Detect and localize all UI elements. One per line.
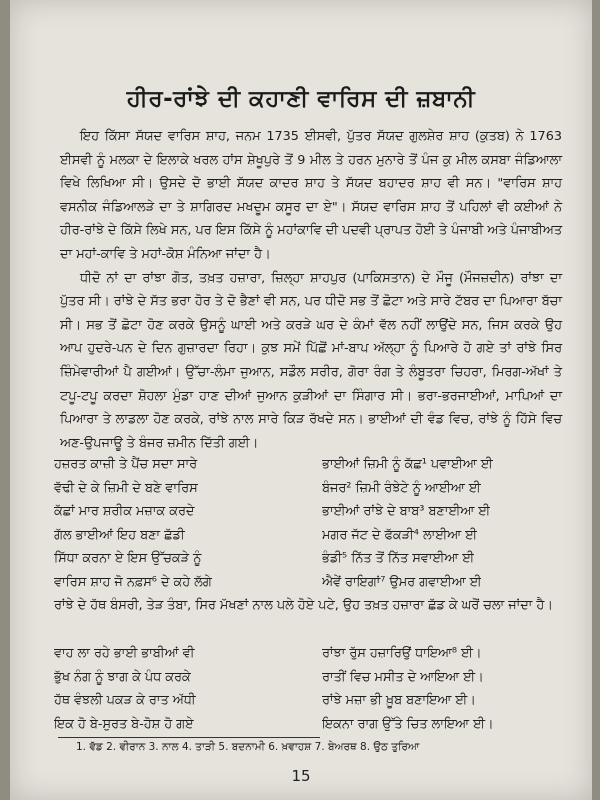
verse-line xyxy=(54,477,562,501)
verse-half: ਰਾਂਝੇ ਮਜ਼ਾ ਭੀ ਖ਼ੂਬ ਬਣਾਇਆ ਈ। xyxy=(322,693,476,709)
verse-half: ਭੁੱਖ ਨੰਗ ਨੂੰ ਝਾਗ ਕੇ ਪੰਧ ਕਰਕੇ xyxy=(54,669,191,685)
prose-paragraph: ਰਾਂਝੇ ਦੇ ਹੱਥ ਬੰਸਰੀ, ਤੇੜ ਤੰਬਾ, ਸਿਰ ਮੱਖਣਾਂ ਨਾਲ ਪਲੇ ਹੋਏ ਪਟੇ, ਉਹ ਤਖ਼ਤ ਹਜ਼ਾਰਾ ਛੱਡ ਕੇ ਘਰੋਂ ਚਲਾ ਜਾਂਦਾ ਹੈ। xyxy=(54,598,553,613)
verse-line xyxy=(54,642,562,666)
verse-half: ਸਿੱਧਾ ਕਰਨਾ ਏ ਇਸ ਉੱਚਕੜੇ ਨੂੰ xyxy=(54,551,202,567)
verse-half: ਰਾਤੀਂ ਵਿਚ ਮਸੀਤ ਦੇ ਆਇਆ ਈ। xyxy=(322,669,484,685)
book-page xyxy=(10,0,592,800)
verse-half: ਭੰਡੀ⁵ ਨਿੱਤ ਤੋਂ ਨਿੱਤ ਸਵਾਈਆ ਈ xyxy=(322,551,475,567)
verse-half: ਇਕ ਹੋ ਬੇ-ਸੁਰਤ ਬੇ-ਹੋਸ਼ ਹੋ ਗਏ xyxy=(54,716,194,732)
verse-half: ਵਾਹ ਲਾ ਰਹੇ ਭਾਈ ਭਾਬੀਆਂ ਵੀ xyxy=(54,646,195,661)
verse-line xyxy=(54,666,562,690)
verse-half: ਰਾਂਝਾ ਰੁੱਸ ਹਜ਼ਾਰਿਉਂ ਧਾਇਆ⁸ ਈ। xyxy=(322,646,482,661)
verse-line xyxy=(54,453,562,477)
verse-half: ਭਾਈਆਂ ਰਾਂਝੇ ਦੇ ਬਾਬ³ ਬਣਾਈਆ ਈ xyxy=(322,504,491,520)
verse-half: ਵਾਰਿਸ ਸ਼ਾਹ ਜੋ ਨਫ਼ਸ⁶ ਦੇ ਕਹੇ ਲੱਗੇ xyxy=(54,574,212,590)
verse-line xyxy=(54,547,562,571)
verse-block xyxy=(54,642,562,736)
paragraph: ਇਹ ਕਿੱਸਾ ਸੱਯਦ ਵਾਰਿਸ ਸ਼ਾਹ, ਜਨਮ 1735 ਈਸਵੀ, ਪੁੱਤਰ ਸੱਯਦ ਗੁਲਸ਼ੇਰ ਸ਼ਾਹ (ਕੁਤਬ) ਨੇ 1763 ਈਸਵੀ ਨੂੰ ਮਲਕਾ ਦੇ ਇਲਾਕੇ ਖਰਲ ਹਾਂਸ ਸ਼ੇਖੂਪੁਰੇ ਤੋਂ 9 ਮੀਲ ਤੇ ਹਰਨ ਮੁਨਾਰੇ ਤੋਂ ਪੰਜ ਕੁ ਮੀਲ ਕਸਬਾ ਜੰਡਿਆਲਾ ਵਿਖੇ ਲਿਖਿਆ ਸੀ। ਉਸਦੇ ਦੋ ਭਾਈ ਸੱਯਦ ਕਾਦਰ ਸ਼ਾਹ ਤੇ ਸੱਯਦ ਬਹਾਦਰ ਸ਼ਾਹ ਵੀ ਸਨ। "ਵਾਰਿਸ ਸ਼ਾਹ ਵਸਨੀਕ ਜੰਡਿਆਲੜੇ ਦਾ ਤੇ ਸ਼ਾਗਿਰਦ ਮਖਦੂਮ ਕਸੂਰ ਦਾ ਏ"। ਸੱਯਦ ਵਾਰਿਸ ਸ਼ਾਹ ਤੋਂ ਪਹਿਲਾਂ ਵੀ ਕਈਆਂ ਨੇ ਹੀਰ-ਰਾਂਝੇ ਦੇ ਕਿੱਸੇ ਲਿਖੇ ਸਨ, ਪਰ ਇਸ ਕਿੱਸੇ ਨੂੰ ਮਹਾਂਕਾਵਿ ਦੀ ਪਦਵੀ ਪ੍ਰਾਪਤ ਹੋਈ ਤੇ ਪੰਜਾਬੀ ਅਤੇ ਪੰਜਾਬੀਅਤ ਦਾ ਮਹਾਂ-ਕਾਵਿ ਤੇ ਮਹਾਂ-ਕੋਸ਼ ਮੰਨਿਆ ਜਾਂਦਾ ਹੈ। xyxy=(60,129,563,262)
verse-half: ਬੰਜਰ² ਜ਼ਿਮੀ ਰੰਝੇਟੇ ਨੂੰ ਆਈਆ ਈ xyxy=(322,480,481,496)
verse-half: ਹੱਥ ਵੰਝਲੀ ਪਕੜ ਕੇ ਰਾਤ ਅੱਧੀ xyxy=(54,693,196,709)
verse-half: ਵੱਢੀ ਦੇ ਕੇ ਜ਼ਿਮੀ ਦੇ ਬਣੇ ਵਾਰਿਸ xyxy=(54,480,198,496)
verse-half: ਭਾਈਆਂ ਜ਼ਿਮੀ ਨੂੰ ਕੱਛ¹ ਪਵਾਈਆ ਈ xyxy=(322,457,493,472)
verse-line xyxy=(54,689,562,713)
verse-half: ਹਜ਼ਰਤ ਕਾਜ਼ੀ ਤੇ ਪੈਂਚ ਸਦਾ ਸਾਰੇ xyxy=(54,457,198,472)
verse-half: ਇਕਨਾ ਰਾਗ ਉੱਤੇ ਚਿਤ ਲਾਇਆ ਈ। xyxy=(322,716,494,732)
verse-line xyxy=(54,571,562,595)
verse-half: ਐਵੇਂ ਰਾਇਗਾਂ⁷ ਉਮਰ ਗਵਾਈਆ ਈ xyxy=(322,574,482,590)
verse-half: ਮਗਰ ਜੱਟ ਦੇ ਫੱਕੜੀ⁴ ਲਾਈਆ ਈ xyxy=(322,527,478,543)
verse-block xyxy=(54,453,562,595)
verse-half: ਕੱਛਾਂ ਮਾਰ ਸ਼ਰੀਕ ਮਜ਼ਾਕ ਕਰਦੇ xyxy=(54,504,195,520)
page-title: ਹੀਰ-ਰਾਂਝੇ ਦੀ ਕਹਾਣੀ ਵਾਰਿਸ ਦੀ ਜ਼ਬਾਨੀ xyxy=(126,86,476,112)
prose-body xyxy=(60,125,562,455)
verse-line xyxy=(54,713,562,737)
verse-half: ਗੱਲ ਭਾਈਆਂ ਇਹ ਬਣਾ ਛੱਡੀ xyxy=(54,527,185,543)
paragraph: ਧੀਦੋ ਨਾਂ ਦਾ ਰਾਂਝਾ ਗੋਤ, ਤਖ਼ਤ ਹਜ਼ਾਰਾ, ਜ਼ਿਲ੍ਹਾ ਸ਼ਾਹਪੁਰ (ਪਾਕਿਸਤਾਨ) ਦੇ ਮੌਜੂ (ਮੌਜਜ਼ਦੀਨ) ਰਾਂਝਾ ਦਾ ਪੁੱਤਰ ਸੀ। ਰਾਂਝੇ ਦੇ ਸੱਤ ਭਰਾ ਹੋਰ ਤੇ ਦੋ ਭੈਣਾਂ ਵੀ ਸਨ, ਪਰ ਧੀਦੋ ਸਭ ਤੋਂ ਛੋਟਾ ਅਤੇ ਸਾਰੇ ਟੱਬਰ ਦਾ ਪਿਆਰਾ ਬੱਚਾ ਸੀ। ਸਭ ਤੋਂ ਛੋਟਾ ਹੋਣ ਕਰਕੇ ਉਸਨੂੰ ਘਾਈ ਅਤੇ ਕਰੜੇ ਘਰ ਦੇ ਕੰਮਾਂ ਵੱਲ ਨਹੀਂ ਲਾਉਂਦੇ ਸਨ, ਜਿਸ ਕਰਕੇ ਉਹ ਆਪ ਹੁਦਰੇ-ਪਨ ਦੇ ਦਿਨ ਗੁਜ਼ਾਰਦਾ ਰਿਹਾ। ਕੁਝ ਸਮੇਂ ਪਿੱਛੋਂ ਮਾਂ-ਬਾਪ ਅੱਲ੍ਹਾ ਨੂੰ ਪਿਆਰੇ ਹੋ ਗਏ ਤਾਂ ਰਾਂਝੇ ਸਿਰ ਜ਼ਿੰਮੇਵਾਰੀਆਂ ਪੈ ਗਈਆਂ। ਉੱਚਾ-ਲੰਮਾ ਜੁਆਨ, ਸਡੌਲ ਸਰੀਰ, ਗੋਰਾ ਰੰਗ ਤੇ ਲੰਬੂਤਰਾ ਚਿਹਰਾ, ਮਿਰਗ-ਅੱਖਾਂ ਤੇ ਟਪੂ-ਟਪੂ ਕਰਦਾ ਸ਼ੋਹਲਾ ਮੁੰਡਾ ਹਾਣ ਦੀਆਂ ਜੁਆਨ ਕੁੜੀਆਂ ਦਾ ਸਿੰਗਾਰ ਸੀ। ਭਰਾ-ਭਰਜਾਈਆਂ, ਮਾਪਿਆਂ ਦਾ ਪਿਆਰਾ ਤੇ ਲਾਡਲਾ ਹੋਣ ਕਰਕੇ, ਰਾਂਝੇ ਨਾਲ ਸਾਰੇ ਕਿੜ ਰੱਖਦੇ ਸਨ। ਭਾਈਆਂ ਦੀ ਵੰਡ ਵਿਚ, ਰਾਂਝੇ ਨੂੰ ਹਿੱਸੇ ਵਿਚ ਅਣ-ਉਪਜਾਊ ਤੇ ਬੰਜਰ ਜ਼ਮੀਨ ਦਿੱਤੀ ਗਈ। xyxy=(60,270,562,451)
verse-line xyxy=(54,524,562,548)
footnotes: 1. ਵੱਡ 2. ਵੀਰਾਨ 3. ਨਾਲ 4. ਤਾੜੀ 5. ਬਦਨਾਮੀ 6. ਖ਼ਵਾਹਸ਼ 7. ਬੇਅਰਥ 8. ਉਠ ਤੁਰਿਆ xyxy=(76,741,420,753)
verse-line xyxy=(54,500,562,524)
page-number: 15 xyxy=(291,767,311,785)
footnote-divider xyxy=(58,737,320,738)
